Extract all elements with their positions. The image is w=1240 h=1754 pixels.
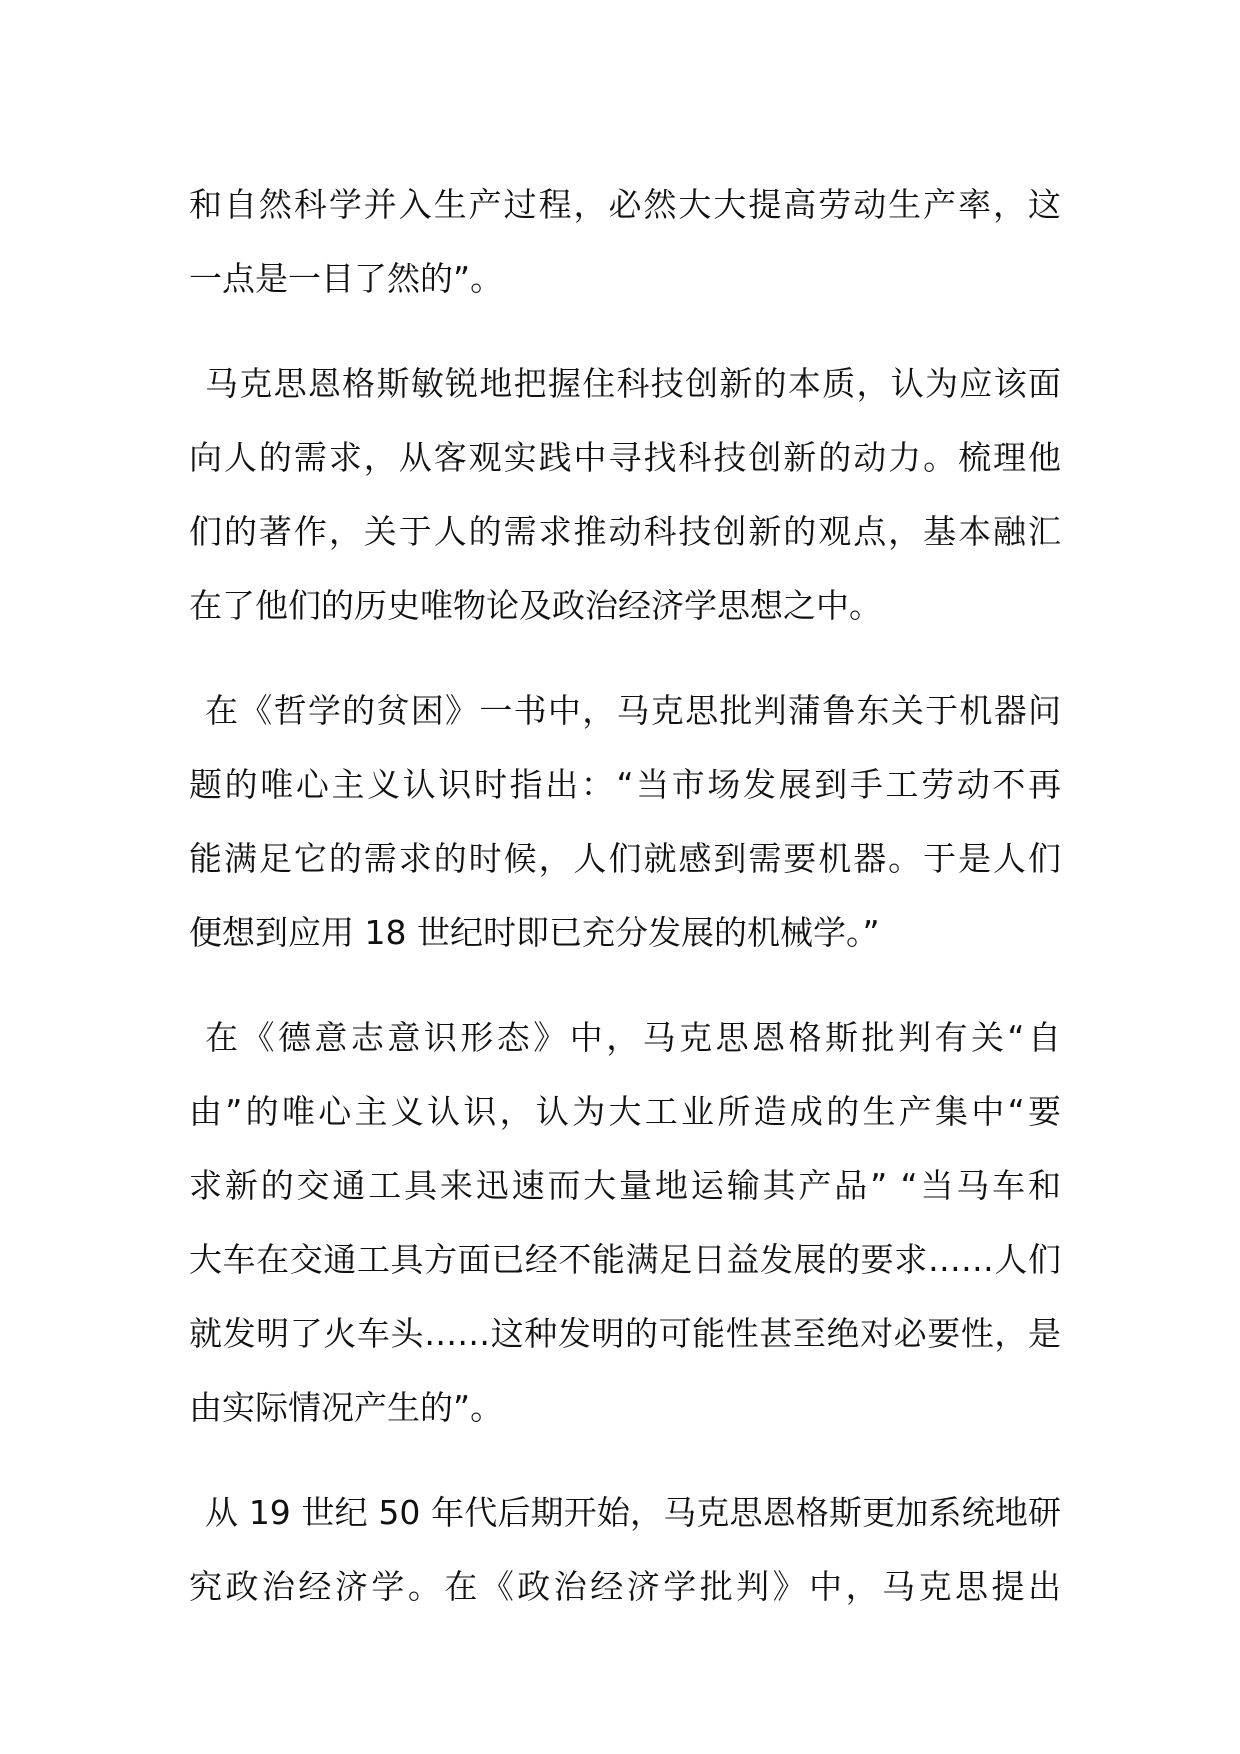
text-line: 大车在交通工具方面已经不能满足日益发展的要求……人们 bbox=[189, 1240, 1061, 1279]
paragraph-4 bbox=[189, 1001, 1061, 1445]
text-line: 在《哲学的贫困》一书中，马克思批判蒲鲁东关于机器问 bbox=[205, 691, 1061, 730]
text-line: 由”的唯心主义认识，认为大工业所造成的生产集中“要 bbox=[189, 1092, 1061, 1131]
text-line: 能满足它的需求的时候，人们就感到需要机器。于是人们 bbox=[189, 839, 1061, 878]
text-line: 马克思恩格斯敏锐地把握住科技创新的本质，认为应该面 bbox=[205, 364, 1061, 403]
text-line: 究政治经济学。在《政治经济学批判》中，马克思提出 bbox=[189, 1567, 1061, 1606]
paragraph-2 bbox=[189, 347, 1061, 643]
paragraph-5 bbox=[189, 1476, 1061, 1624]
text-line: 从 19 世纪 50 年代后期开始，马克思恩格斯更加系统地研 bbox=[205, 1493, 1061, 1532]
text-line: 一点是一目了然的”。 bbox=[189, 259, 504, 298]
text-line: 在了他们的历史唯物论及政治经济学思想之中。 bbox=[189, 586, 882, 625]
text-line: 就发明了火车头……这种发明的可能性甚至绝对必要性，是 bbox=[189, 1314, 1061, 1353]
text-line: 由实际情况产生的”。 bbox=[189, 1388, 504, 1427]
paragraph-3 bbox=[189, 674, 1061, 970]
text-line: 向人的需求，从客观实践中寻找科技创新的动力。梳理他 bbox=[189, 438, 1061, 477]
paragraph-1 bbox=[189, 168, 1061, 316]
text-line: 便想到应用 18 世纪时即已充分发展的机械学。” bbox=[189, 913, 880, 952]
text-line: 求新的交通工具来迅速而大量地运输其产品” “当马车和 bbox=[189, 1166, 1061, 1205]
text-line: 和自然科学并入生产过程，必然大大提高劳动生产率，这 bbox=[189, 185, 1061, 224]
text-line: 们的著作，关于人的需求推动科技创新的观点，基本融汇 bbox=[189, 512, 1061, 551]
text-line: 在《德意志意识形态》中，马克思恩格斯批判有关“自 bbox=[205, 1018, 1061, 1057]
document-body bbox=[189, 168, 1061, 1655]
text-line: 题的唯心主义认识时指出：“当市场发展到手工劳动不再 bbox=[189, 765, 1061, 804]
